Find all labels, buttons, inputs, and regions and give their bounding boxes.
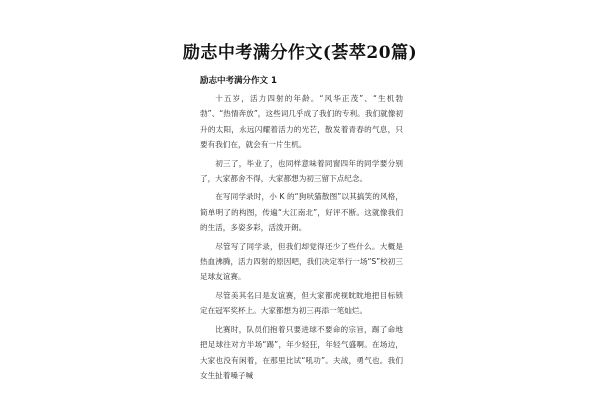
section-heading: 励志中考满分作文 1 bbox=[200, 76, 277, 86]
document-title: 励志中考满分作文(荟萃20篇) bbox=[182, 43, 418, 63]
paragraph-3: 在写同学录时，小 K 的“狗吠猫散图”以其搞笑的风格，简单明了的构图，传遍“大江南北”，好评不断。这就像我们的生活，多姿多彩，活泼开朗。 bbox=[200, 192, 403, 233]
document-body bbox=[200, 75, 403, 386]
paragraph-1: 十五岁，活力四射的年龄。“风华正茂”、“生机勃勃”、“热情奔放”，这些词几乎成了我们的专利。我们就像初升的太阳，永远闪耀着活力的光芒，散发着青春的气息，只要有我们在，就会有一片生机。 bbox=[200, 94, 403, 150]
paragraph-4: 尽管写了同学录，但我们却觉得还少了些什么。大概是热血沸腾，活力四射的原因吧，我们决定举行一场“S”校初三足球友谊赛。 bbox=[200, 241, 403, 282]
paragraph-6: 比赛时，队员们抱着只要进球不要命的宗旨，踢了命地把足球往对方半场“踢”，年少轻狂，年轻气盛啊。在场边，大家也没有闲着，在那里比试“吼功”。夫战，勇气也。我们女生扯着嗓子喊 bbox=[200, 324, 403, 380]
paragraph-2: 初三了，毕业了，也同样意味着同窗四年的同学要分别了，大家都舍不得，大家都想为初三留下点纪念。 bbox=[200, 158, 403, 184]
paragraph-5: 尽管美其名曰是友谊赛，但大家都虎视眈眈地把目标锁定在冠军奖杯上。大家都想为初三再添一笔灿烂。 bbox=[200, 290, 403, 316]
